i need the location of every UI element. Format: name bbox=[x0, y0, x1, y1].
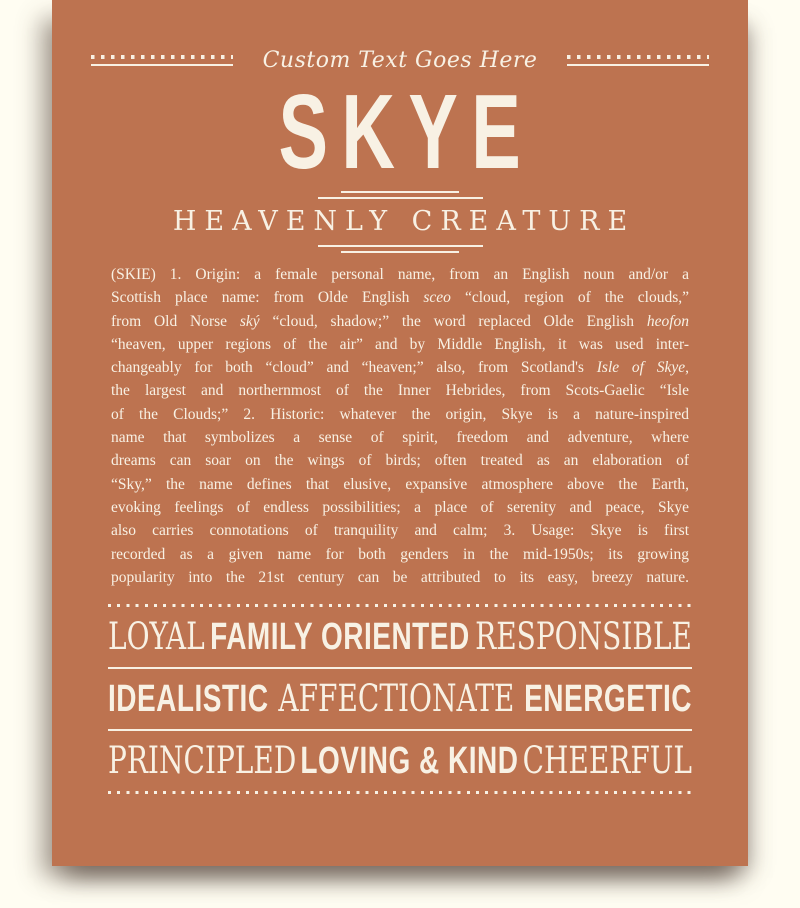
definition-line: evoking feelings of endless possibilities; a place of serenity and peace, Skye bbox=[111, 498, 689, 516]
trait-word: ENERGETIC bbox=[524, 677, 692, 720]
trait-word: PRINCIPLED bbox=[108, 738, 297, 783]
ornament-line-short bbox=[341, 191, 459, 193]
trait-row-1 bbox=[108, 614, 692, 659]
trait-row-3 bbox=[108, 738, 692, 783]
traits-section bbox=[108, 604, 692, 794]
ornament-line-long bbox=[318, 197, 483, 199]
ornament-line-long bbox=[318, 245, 483, 247]
ornament-line-short bbox=[341, 251, 459, 253]
dotted-divider-bottom bbox=[108, 791, 692, 794]
definition-line: the largest and northernmost of the Inner Hebrides, from Scots-Gaelic “Isle bbox=[111, 382, 689, 400]
definition-line: also carries connotations of tranquility and calm; 3. Usage: Skye is first bbox=[111, 522, 689, 540]
custom-text-row bbox=[52, 48, 748, 73]
name-art-poster bbox=[52, 0, 748, 866]
subtitle-bottom-ornament bbox=[52, 245, 748, 253]
trait-word: FAMILY ORIENTED bbox=[210, 615, 470, 658]
definition-line: popularity into the 21st century can be attributed to its easy, breezy nature. bbox=[111, 568, 689, 586]
definition-line: Scottish place name: from Olde English sceo “cloud, region of the clouds,” bbox=[111, 289, 689, 307]
top-left-dotted-ornament bbox=[91, 55, 233, 66]
dotted-divider-top bbox=[108, 604, 692, 607]
trait-word: LOVING & KIND bbox=[300, 739, 519, 782]
definition-line: changeably for both “cloud” and “heaven;” also, from Scotland's Isle of Skye, bbox=[111, 359, 689, 377]
subtitle-text: HEAVENLY CREATURE bbox=[172, 206, 636, 237]
definition-line: name that symbolizes a sense of spirit, freedom and adventure, where bbox=[111, 429, 689, 447]
name-title: SKYE bbox=[278, 73, 535, 191]
definition-text bbox=[111, 263, 689, 589]
trait-word: CHEERFUL bbox=[522, 738, 692, 783]
solid-divider-2 bbox=[108, 729, 692, 731]
definition-line: from Old Norse ský “cloud, shadow;” the word replaced Olde English heofon bbox=[111, 312, 689, 330]
definition-line: (SKIE) 1. Origin: a female personal name, from an English noun and/or a bbox=[111, 266, 689, 283]
trait-row-2 bbox=[108, 676, 692, 721]
trait-word: LOYAL bbox=[108, 614, 205, 659]
subtitle-top-ornament bbox=[52, 191, 748, 199]
top-right-dotted-ornament bbox=[567, 55, 709, 66]
subtitle-block bbox=[52, 191, 748, 253]
trait-word: AFFECTIONATE bbox=[278, 676, 515, 721]
trait-word: RESPONSIBLE bbox=[475, 614, 692, 659]
definition-line: recorded as a given name for both genders in the mid-1950s; its growing bbox=[111, 545, 689, 563]
definition-line: “heaven, upper regions of the air” and by Middle English, it was used inter- bbox=[111, 335, 689, 353]
trait-word: IDEALISTIC bbox=[108, 677, 269, 720]
custom-text-label: Custom Text Goes Here bbox=[262, 48, 538, 73]
solid-divider-1 bbox=[108, 667, 692, 669]
definition-line: of the Clouds;” 2. Historic: whatever the origin, Skye is a nature-inspired bbox=[111, 405, 689, 423]
definition-line: “Sky,” the name defines that elusive, expansive atmosphere above the Earth, bbox=[111, 475, 689, 493]
definition-line: dreams can soar on the wings of birds; often treated as an elaboration of bbox=[111, 452, 689, 470]
